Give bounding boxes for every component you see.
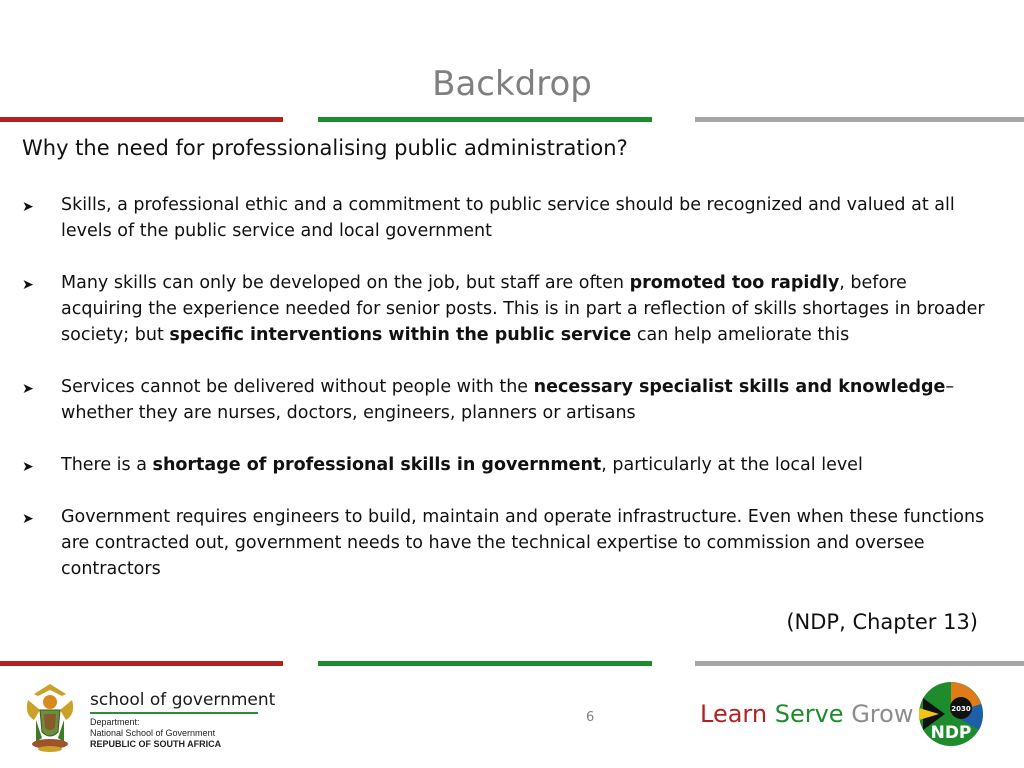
bullet-emphasis: necessary specialist skills and knowledge [533, 377, 946, 397]
page-number: 6 [586, 710, 595, 725]
tagline-learn: Learn [700, 700, 768, 728]
top-red-bar [0, 117, 283, 122]
bottom-grey-bar [695, 661, 1024, 666]
bullet-text: – whether they are nurses, doctors, engineers, planners or artisans [61, 377, 955, 423]
question-heading: Why the need for professionalising public administration? [22, 136, 628, 160]
arrowhead-bullet-icon: ➤ [22, 511, 34, 527]
department-label: Department: [90, 717, 140, 727]
ndp-2030-logo-icon [915, 678, 987, 750]
bullet-emphasis: specific interventions within the public service [169, 325, 632, 345]
bullet-item [22, 270, 992, 348]
ndp-year: 2030 [951, 705, 971, 713]
bullet-list [22, 192, 992, 608]
bullet-text: Many skills can only be developed on the job, but staff are often [61, 273, 630, 293]
bottom-red-bar [0, 661, 283, 666]
bullet-emphasis: shortage of professional skills in government [152, 455, 602, 475]
top-green-bar [318, 117, 652, 122]
arrowhead-bullet-icon: ➤ [22, 277, 34, 293]
school-of-government-name: school of government [90, 690, 276, 710]
bullet-text: can help ameliorate this [631, 325, 850, 345]
ndp-mark: NDP [930, 723, 972, 743]
source-citation: (NDP, Chapter 13) [786, 610, 978, 634]
tagline-serve: Serve [774, 700, 844, 728]
bullet-emphasis: promoted too rapidly [629, 273, 840, 293]
bullet-item [22, 374, 992, 426]
bullet-text: Skills, a professional ethic and a commitment to public service should be recognized and valued at all levels of the public service and local government [61, 195, 955, 241]
department-name: National School of Government [90, 728, 216, 738]
bullet-item [22, 452, 992, 478]
bullet-item [22, 504, 992, 582]
tagline [700, 700, 913, 728]
bullet-text: , before acquiring the experience needed for senior posts. This is in part a reflection of skills shortages in broader society; but [61, 273, 985, 345]
bullet-item [22, 192, 992, 244]
bullet-text: Government requires engineers to build, maintain and operate infrastructure. Even when these functions are contracted out, government needs to have the technical expertise to commission and oversee contractors [61, 507, 985, 579]
slide-title: Backdrop [432, 64, 592, 104]
country-name: REPUBLIC OF SOUTH AFRICA [90, 739, 222, 749]
bullet-text: , particularly at the local level [601, 455, 863, 475]
top-grey-bar [695, 117, 1024, 122]
bottom-green-bar [318, 661, 652, 666]
bullet-text: There is a [61, 455, 153, 475]
coat-of-arms-icon [22, 680, 78, 754]
arrowhead-bullet-icon: ➤ [22, 381, 34, 397]
arrowhead-bullet-icon: ➤ [22, 199, 34, 215]
school-name-rule [90, 712, 258, 714]
arrowhead-bullet-icon: ➤ [22, 459, 34, 475]
tagline-grow: Grow [851, 700, 914, 728]
bullet-text: Services cannot be delivered without people with the [61, 377, 534, 397]
